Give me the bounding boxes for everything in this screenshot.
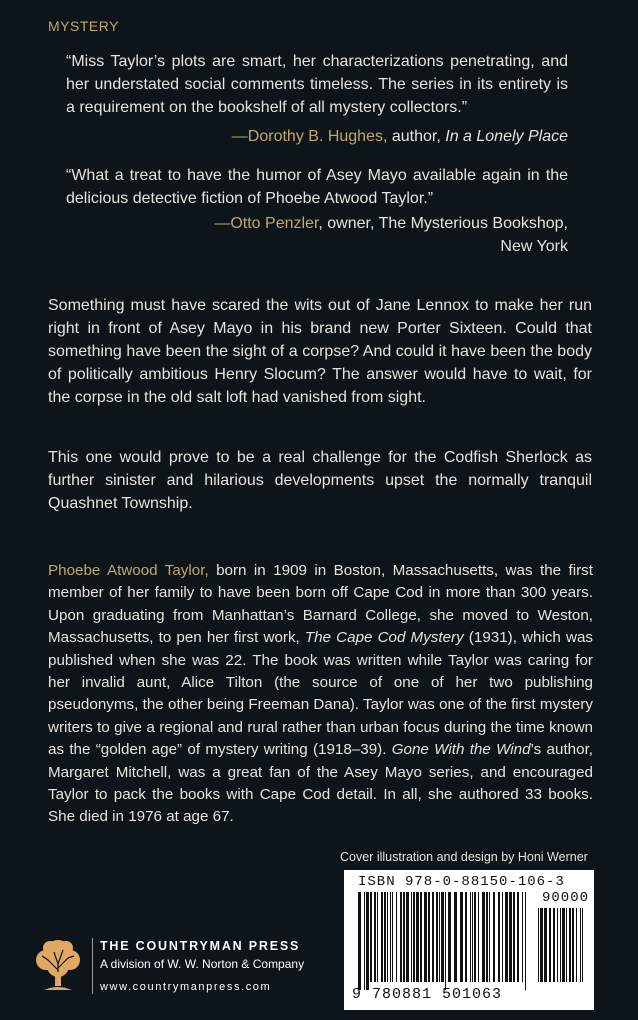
barcode-bar: [569, 908, 571, 982]
barcode-bar: [364, 892, 365, 990]
quote-author: —Dorothy B. Hughes,: [231, 128, 388, 145]
barcode-bar: [472, 892, 473, 982]
quote-attribution-hughes: [232, 125, 568, 148]
barcode-bar: [358, 892, 361, 990]
barcode-bar: [486, 892, 488, 982]
barcode-bar: [374, 892, 376, 982]
barcode-bar: [390, 892, 391, 982]
barcode-bar: [517, 892, 519, 982]
barcode-bar: [572, 908, 574, 982]
barcode-bar: [420, 892, 422, 982]
barcode-bar: [562, 908, 565, 982]
barcode-bar: [413, 892, 415, 982]
barcode-bar: [400, 892, 402, 982]
publisher-url: www.countrymanpress.com: [100, 981, 272, 993]
cover-credit: Cover illustration and design by Honi Werner: [340, 850, 588, 864]
review-quote-hughes: “Miss Taylor’s plots are smart, her characterizations penetrating, and her understated social comments timeless. The series in its entirety is a requirement on the bookshelf of all mystery collectors.”: [66, 53, 568, 116]
publisher-divider: [92, 938, 93, 994]
publisher-division: A division of W. W. Norton & Company: [100, 957, 305, 971]
barcode-bar: [441, 892, 444, 982]
barcode-bar: [366, 892, 369, 990]
barcode-bar: [416, 892, 419, 982]
blurb-paragraph: Something must have scared the wits out of Jane Lennox to make her run right in front of Asey Mayo in his brand new Porter Sixteen. Could that something have been the sight of a corpse? And could it have been the body of politically ambitious Henry Slocum? The answer would have to wait, for the corpse in the old salt loft had vanished from sight.: [48, 297, 592, 406]
barcode-bar: [439, 892, 440, 982]
review-quote-penzler: “What a treat to have the humor of Asey Mayo available again in the delicious detective fiction of Phoebe Atwood Taylor.”: [66, 167, 568, 207]
barcode-bars: [358, 892, 530, 990]
barcode-bar: [553, 908, 555, 982]
barcode-bar: [392, 892, 393, 982]
barcode-bar: [396, 892, 397, 982]
barcode-bar: [505, 892, 508, 982]
barcode-bar: [489, 892, 490, 982]
barcode-bar: [411, 892, 412, 982]
barcode-bar: [525, 892, 526, 990]
quote-work-title: In a Lonely Place: [445, 128, 568, 145]
author-bio: Phoebe Atwood Taylor, born in 1909 in Boston, Massachusetts, was the first member of her family to have been born off Cape Cod in more than 300 years. Upon graduating from Manhattan’s Barnard College, she moved to Weston, Massachusetts, to pen her first work, The Cape Cod Mystery (1931), which was published when she was 22. The book was written while Taylor was caring for her invalid aunt, Alice Tilton (the source of one of her two publishing pseudonyms, the other being Freeman Dana). Taylor was one of the first mystery writers to give a regional and rural rather than urban focus during the time known as the “golden age” of mystery writing (1918–39). Gone With the Wind’s author, Margaret Mitchell, was a great fan of the Asey Mayo series, and encouraged Taylor to pack the books with Cape Cod detail. In all, she authored 33 books. She died in 1976 at age 67.: [48, 562, 594, 826]
quote-location: New York: [500, 238, 568, 255]
publisher-name: THE COUNTRYMAN PRESS: [100, 939, 301, 953]
barcode-bar: [403, 892, 405, 982]
barcode-bar: [428, 892, 430, 982]
quote-role: , owner, The Mysterious Bookshop,: [318, 215, 568, 232]
barcode-bar: [424, 892, 427, 982]
price-code: 90000: [542, 890, 590, 906]
book-title: The Cape Cod Mystery: [304, 629, 464, 647]
author-name: Phoebe Atwood Taylor,: [48, 562, 209, 579]
barcode-bar: [576, 908, 577, 982]
barcode-bar: [448, 892, 451, 982]
barcode-bar: [436, 892, 438, 982]
barcode-bar: [557, 908, 558, 982]
barcode-bar: [560, 908, 561, 982]
barcode-bar: [432, 892, 434, 982]
barcode-bar: [377, 892, 378, 982]
book-title: Gone With the Wind: [391, 741, 531, 759]
barcode-bar: [470, 892, 471, 982]
barcode-addon-bars: [538, 908, 586, 990]
barcode-bar: [406, 892, 409, 982]
barcode-bar: [460, 892, 463, 982]
barcode-bar: [493, 892, 495, 982]
barcode-bar: [513, 892, 515, 982]
ean-number: 9 780881 501063: [352, 986, 503, 1003]
barcode-bar: [482, 892, 485, 982]
barcode-bar: [582, 908, 583, 982]
barcode-bar: [522, 892, 523, 982]
barcode-bar: [544, 908, 547, 982]
barcode-bar: [580, 908, 581, 982]
blurb-paragraph: This one would prove to be a real challenge for the Codfish Sherlock as further sinister and hilarious developments upset the normally tranquil Quashnet Township.: [48, 449, 592, 512]
barcode-bar: [549, 908, 551, 982]
barcode-bar: [445, 892, 446, 990]
tree-logo-icon: [34, 936, 82, 996]
barcode-bar: [381, 892, 383, 982]
quote-author: —Otto Penzler: [214, 215, 319, 232]
quote-attribution-penzler: [148, 212, 568, 258]
barcode-bar: [538, 908, 539, 982]
quote-role: author,: [387, 128, 446, 145]
barcode-bar: [474, 892, 476, 982]
barcode-bar: [370, 892, 372, 982]
barcode-bar: [566, 908, 567, 982]
barcode-bar: [509, 892, 512, 982]
barcode-bar: [387, 892, 388, 982]
barcode-bar: [540, 908, 543, 982]
isbn-number: ISBN 978-0-88150-106-3: [358, 874, 565, 890]
barcode-bar: [502, 892, 503, 982]
barcode-bar: [478, 892, 479, 982]
barcode-bar: [498, 892, 500, 982]
barcode-bar: [384, 892, 386, 982]
barcode-bar: [465, 892, 467, 982]
isbn-barcode: [344, 870, 594, 1010]
barcode-bar: [454, 892, 457, 982]
category-label: MYSTERY: [48, 18, 119, 34]
